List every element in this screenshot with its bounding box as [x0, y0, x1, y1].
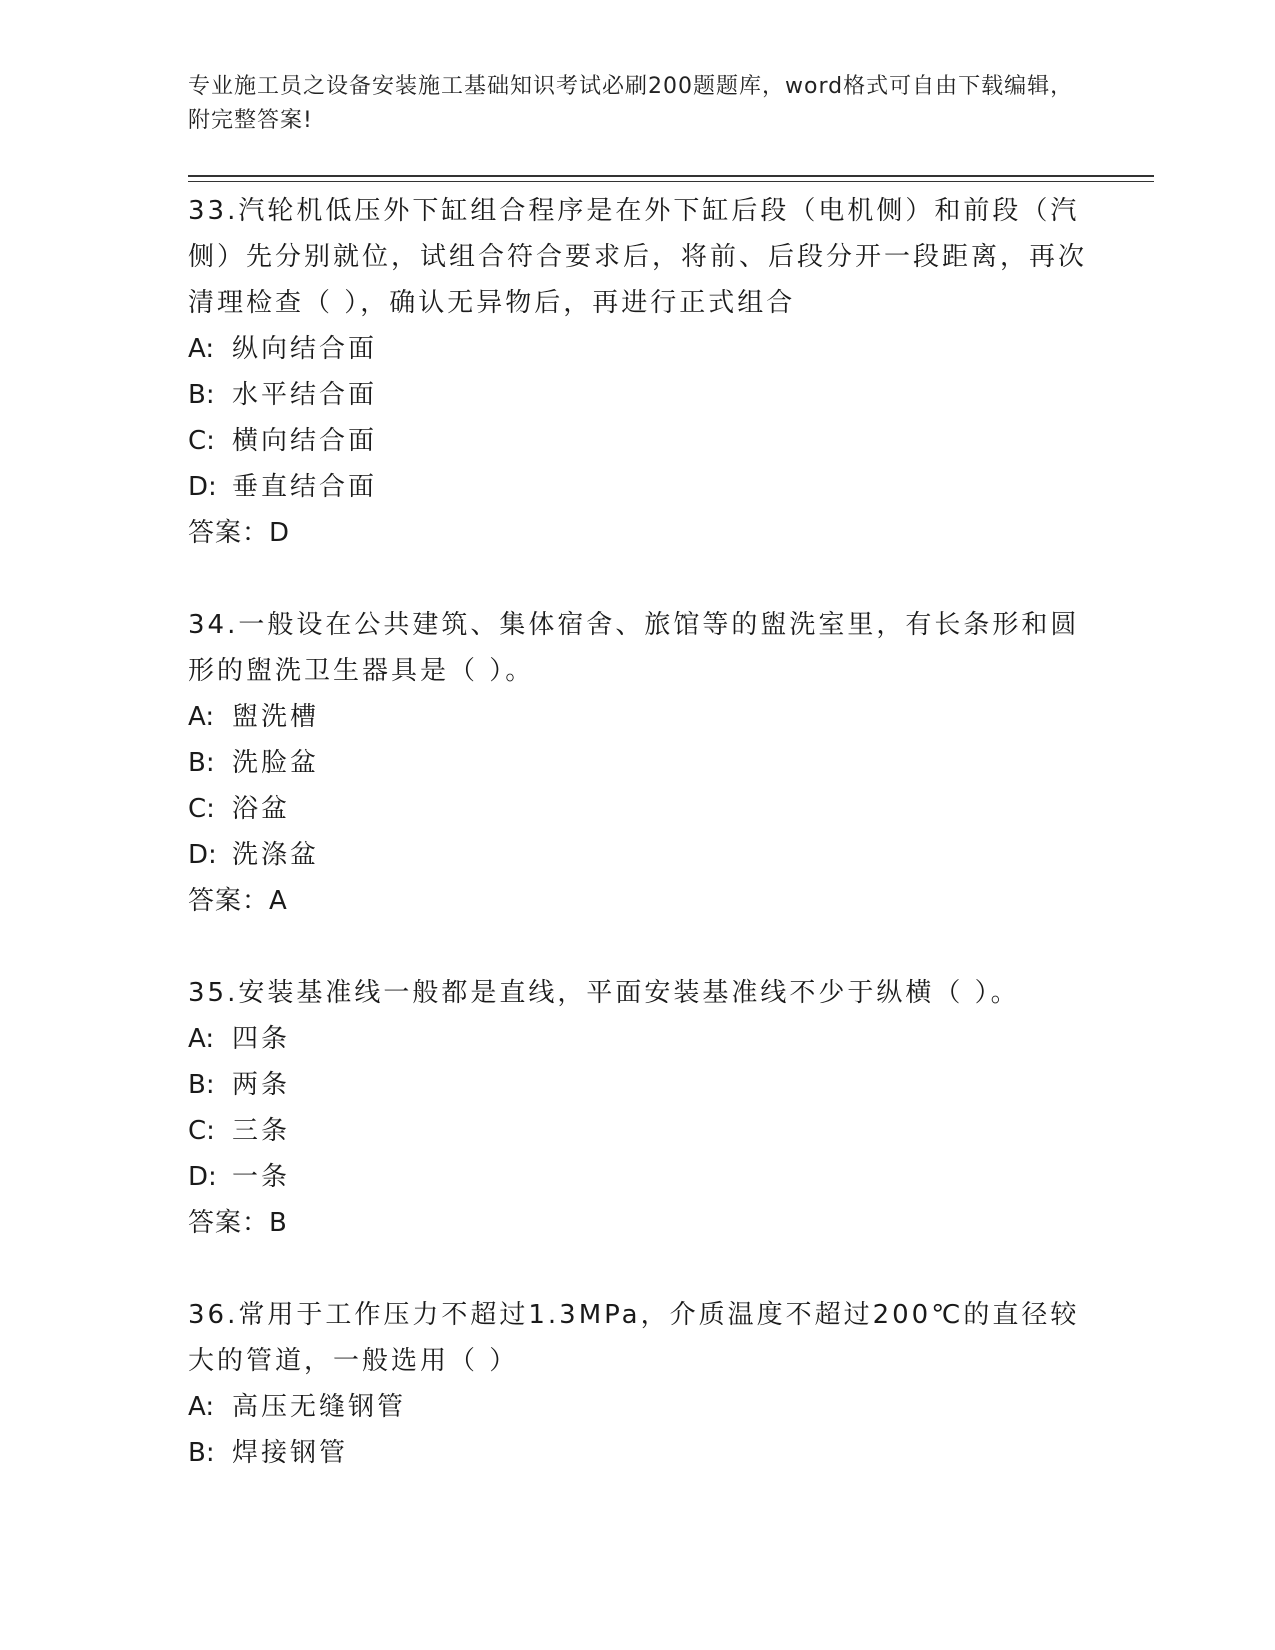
option-text: 纵向结合面 [232, 334, 378, 364]
option-label: C: [188, 426, 215, 456]
header-divider-thick [188, 175, 1154, 177]
question-36 [188, 1292, 1088, 1476]
option-label: B: [188, 1070, 215, 1100]
answer-line: 答案：D [188, 518, 291, 548]
option-text: 四条 [232, 1024, 291, 1054]
option-c [188, 1108, 1088, 1154]
option-text: 横向结合面 [232, 426, 378, 456]
spacer [188, 1246, 1088, 1292]
option-d [188, 832, 1088, 878]
answer-line: 答案：A [188, 886, 288, 916]
option-label: D: [188, 472, 217, 502]
option-d [188, 464, 1088, 510]
option-d [188, 1154, 1088, 1200]
option-label: A: [188, 334, 215, 364]
question-stem: 33.汽轮机低压外下缸组合程序是在外下缸后段（电机侧）和前段（汽侧）先分别就位，试组合符合要求后，将前、后段分开一段距离，再次清理检查（ ），确认无异物后，再进行正式组合 [188, 196, 1088, 318]
spacer [188, 924, 1088, 970]
option-label: B: [188, 380, 215, 410]
option-text: 水平结合面 [232, 380, 378, 410]
question-35 [188, 970, 1088, 1246]
option-b [188, 740, 1088, 786]
question-34 [188, 602, 1088, 924]
option-text: 盥洗槽 [232, 702, 320, 732]
option-text: 三条 [232, 1116, 291, 1146]
option-text: 垂直结合面 [232, 472, 378, 502]
option-a [188, 1384, 1088, 1430]
question-stem: 36.常用于工作压力不超过1.3MPa，介质温度不超过200℃的直径较大的管道，一般选用（ ） [188, 1300, 1080, 1376]
option-a [188, 1016, 1088, 1062]
option-c [188, 786, 1088, 832]
option-label: A: [188, 702, 215, 732]
option-text: 洗脸盆 [232, 748, 320, 778]
option-label: A: [188, 1024, 215, 1054]
option-a [188, 694, 1088, 740]
option-label: B: [188, 1438, 215, 1468]
option-label: D: [188, 840, 217, 870]
answer-line: 答案：B [188, 1208, 288, 1238]
spacer [188, 556, 1088, 602]
option-b [188, 372, 1088, 418]
header-divider-thin [188, 181, 1154, 182]
option-c [188, 418, 1088, 464]
question-stem: 34.一般设在公共建筑、集体宿舍、旅馆等的盥洗室里，有长条形和圆形的盥洗卫生器具是（ ）。 [188, 610, 1080, 686]
option-a [188, 326, 1088, 372]
option-text: 浴盆 [232, 794, 291, 824]
option-text: 焊接钢管 [232, 1438, 349, 1468]
option-b [188, 1430, 1088, 1476]
option-label: D: [188, 1162, 217, 1192]
option-label: C: [188, 1116, 215, 1146]
option-text: 高压无缝钢管 [232, 1392, 407, 1422]
option-b [188, 1062, 1088, 1108]
question-33 [188, 188, 1088, 556]
option-label: B: [188, 748, 215, 778]
option-label: A: [188, 1392, 215, 1422]
option-text: 洗涤盆 [232, 840, 320, 870]
option-text: 一条 [232, 1162, 291, 1192]
option-text: 两条 [232, 1070, 291, 1100]
question-stem: 35.安装基准线一般都是直线，平面安装基准线不少于纵横（ ）。 [188, 978, 1020, 1008]
question-list [188, 188, 1088, 1476]
document-header-title: 专业施工员之设备安装施工基础知识考试必刷200题题库，word格式可自由下载编辑，附完整答案! [188, 74, 1074, 133]
option-label: C: [188, 794, 215, 824]
